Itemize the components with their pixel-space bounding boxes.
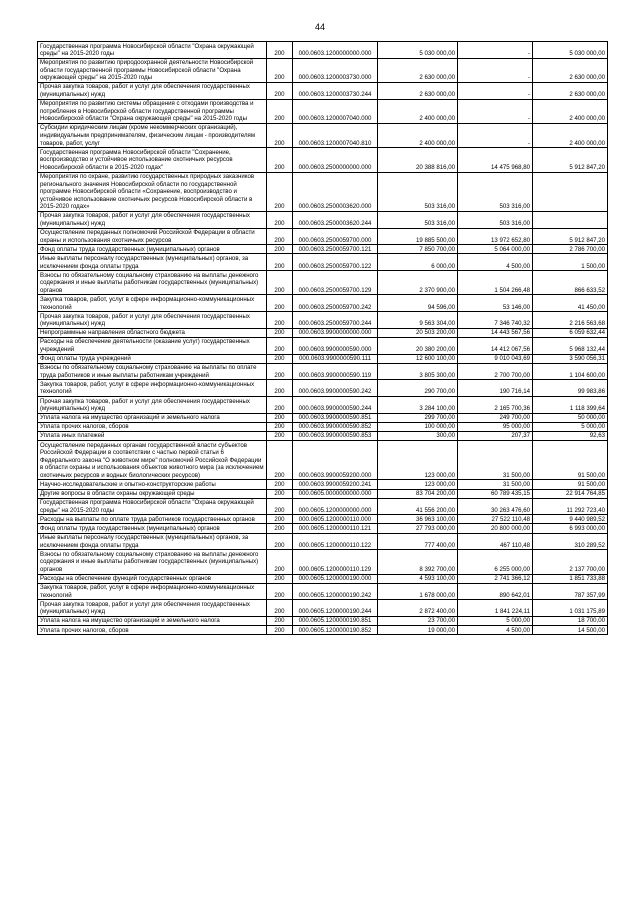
executed-amount-cell: 27 522 110,48 (458, 515, 533, 524)
table-row (38, 397, 608, 414)
unexecuted-amount-cell: 5 968 132,44 (533, 337, 608, 354)
line-code-cell: 200 (267, 616, 293, 625)
unexecuted-amount-cell: 5 000,00 (533, 422, 608, 431)
table-row (38, 626, 608, 635)
line-code-cell: 200 (267, 58, 293, 82)
line-code-cell: 200 (267, 431, 293, 440)
budget-classification-cell: 000.0605.1200000110.121 (293, 524, 378, 533)
executed-amount-cell: 4 500,00 (458, 626, 533, 635)
executed-amount-cell: 6 255 000,00 (458, 550, 533, 574)
approved-amount-cell: 2 630 000,00 (378, 58, 458, 82)
executed-amount-cell: 5 000,00 (458, 616, 533, 625)
budget-classification-cell: 000.0605.1200000110.000 (293, 515, 378, 524)
executed-amount-cell: 53 146,00 (458, 295, 533, 312)
line-code-cell: 200 (267, 42, 293, 59)
table-row (38, 82, 608, 99)
unexecuted-amount-cell (533, 211, 608, 228)
approved-amount-cell: 1 678 000,00 (378, 583, 458, 600)
table-row (38, 363, 608, 380)
line-code-cell: 200 (267, 82, 293, 99)
line-code-cell: 200 (267, 498, 293, 515)
unexecuted-amount-cell: 91 500,00 (533, 441, 608, 480)
expense-name-cell: Закупка товаров, работ, услуг в сфере информационно-коммуникационных технологий (38, 583, 267, 600)
unexecuted-amount-cell: 22 914 764,85 (533, 489, 608, 498)
budget-classification-cell: 000.0603.2500003620.244 (293, 211, 378, 228)
approved-amount-cell: 36 963 100,00 (378, 515, 458, 524)
expense-name-cell: Закупка товаров, работ, услуг в сфере информационно-коммуникационных технологий (38, 380, 267, 397)
unexecuted-amount-cell: 14 500,00 (533, 626, 608, 635)
unexecuted-amount-cell: 310 289,52 (533, 533, 608, 550)
executed-amount-cell: 14 443 567,56 (458, 328, 533, 337)
budget-classification-cell: 000.0605.1200000190.000 (293, 574, 378, 583)
approved-amount-cell: 3 805 300,00 (378, 363, 458, 380)
line-code-cell: 200 (267, 413, 293, 422)
executed-amount-cell: 503 316,00 (458, 211, 533, 228)
budget-classification-cell: 000.0603.9900000590.852 (293, 422, 378, 431)
budget-classification-cell: 000.0605.1200000110.122 (293, 533, 378, 550)
budget-classification-cell: 000.0603.2500059700.121 (293, 245, 378, 254)
line-code-cell: 200 (267, 626, 293, 635)
table-row (38, 42, 608, 59)
approved-amount-cell: 2 400 000,00 (378, 99, 458, 123)
table-row (38, 431, 608, 440)
line-code-cell: 200 (267, 328, 293, 337)
unexecuted-amount-cell: 2 400 000,00 (533, 99, 608, 123)
executed-amount-cell: 5 064 000,00 (458, 245, 533, 254)
executed-amount-cell: 14 412 067,56 (458, 337, 533, 354)
executed-amount-cell: - (458, 99, 533, 123)
budget-classification-cell: 000.0603.2500003620.000 (293, 172, 378, 211)
budget-classification-cell: 000.0603.1200003730.000 (293, 58, 378, 82)
line-code-cell: 200 (267, 600, 293, 617)
budget-classification-cell: 000.0603.2500059700.242 (293, 295, 378, 312)
table-row (38, 172, 608, 211)
expense-name-cell: Мероприятия по развитию системы обращения с отходами производства и потребления в Новосибирской области государственной программы Новосибирской области "Охрана окружающей среды" на 2015-2020 годы (38, 99, 267, 123)
table-row (38, 58, 608, 82)
line-code-cell: 200 (267, 295, 293, 312)
executed-amount-cell: 13 972 652,80 (458, 228, 533, 245)
approved-amount-cell: 123 000,00 (378, 480, 458, 489)
approved-amount-cell: 8 392 700,00 (378, 550, 458, 574)
expense-name-cell: Мероприятия по развитию природоохранной деятельности Новосибирской области государственной программы Новосибирской области "Охрана окружающей среды" на 2015-2020 годы (38, 58, 267, 82)
table-row (38, 123, 608, 147)
unexecuted-amount-cell: 6 993 000,00 (533, 524, 608, 533)
executed-amount-cell: 60 789 435,15 (458, 489, 533, 498)
line-code-cell: 200 (267, 123, 293, 147)
budget-classification-cell: 000.0603.9900000590.119 (293, 363, 378, 380)
budget-classification-cell: 000.0603.2500000000.000 (293, 148, 378, 172)
table-row (38, 422, 608, 431)
table-row (38, 441, 608, 480)
executed-amount-cell: 31 500,00 (458, 441, 533, 480)
expense-name-cell: Расходы на обеспечение деятельности (оказание услуг) государственных учреждений (38, 337, 267, 354)
unexecuted-amount-cell: 2 216 563,68 (533, 312, 608, 329)
approved-amount-cell: 6 000,00 (378, 254, 458, 271)
budget-classification-cell: 000.0605.1200000190.851 (293, 616, 378, 625)
expense-name-cell: Научно-исследовательские и опытно-конструкторские работы (38, 480, 267, 489)
expense-name-cell: Закупка товаров, работ, услуг в сфере информационно-коммуникационных технологий (38, 295, 267, 312)
approved-amount-cell: 3 284 100,00 (378, 397, 458, 414)
executed-amount-cell: 1 504 266,48 (458, 271, 533, 295)
unexecuted-amount-cell: 1 104 600,00 (533, 363, 608, 380)
approved-amount-cell: 123 000,00 (378, 441, 458, 480)
approved-amount-cell: 83 704 200,00 (378, 489, 458, 498)
expense-name-cell: Уплата прочих налогов, сборов (38, 626, 267, 635)
line-code-cell: 200 (267, 211, 293, 228)
expense-name-cell: Осуществление переданных органам государственной власти субъектов Российской Федерации в соответствии с частью первой статьи 6 Федерального закона "О животном мире" полномочий Российской Федерации в области охраны и использования объектов животного мира (за исключением охотничьих ресурсов и водных биологических ресурсов) (38, 441, 267, 480)
table-row (38, 524, 608, 533)
expense-name-cell: Государственная программа Новосибирской области "Сохранение, воспроизводство и устойчивое использование охотничьих ресурсов Новосибирской области в 2015-2020 годах" (38, 148, 267, 172)
approved-amount-cell: 12 600 100,00 (378, 354, 458, 363)
expense-name-cell: Прочая закупка товаров, работ и услуг для обеспечения государственных (муниципальных) нужд (38, 600, 267, 617)
budget-classification-cell: 000.0605.1200000110.129 (293, 550, 378, 574)
approved-amount-cell: 23 700,00 (378, 616, 458, 625)
expense-name-cell: Расходы на обеспечение функций государственных органов (38, 574, 267, 583)
unexecuted-amount-cell (533, 172, 608, 211)
line-code-cell: 200 (267, 515, 293, 524)
unexecuted-amount-cell: 787 357,99 (533, 583, 608, 600)
unexecuted-amount-cell: 1 851 733,88 (533, 574, 608, 583)
executed-amount-cell: 95 000,00 (458, 422, 533, 431)
unexecuted-amount-cell: 2 786 700,00 (533, 245, 608, 254)
budget-classification-cell: 000.0605.1200000190.242 (293, 583, 378, 600)
expense-name-cell: Уплата иных платежей (38, 431, 267, 440)
budget-classification-cell: 000.0605.1200000190.852 (293, 626, 378, 635)
table-row (38, 574, 608, 583)
unexecuted-amount-cell: 91 500,00 (533, 480, 608, 489)
executed-amount-cell: 503 316,00 (458, 172, 533, 211)
line-code-cell: 200 (267, 245, 293, 254)
approved-amount-cell: 2 630 000,00 (378, 82, 458, 99)
approved-amount-cell: 19 000,00 (378, 626, 458, 635)
line-code-cell: 200 (267, 271, 293, 295)
unexecuted-amount-cell: 2 137 700,00 (533, 550, 608, 574)
table-row (38, 480, 608, 489)
budget-classification-cell: 000.0603.9900000590.111 (293, 354, 378, 363)
approved-amount-cell: 290 700,00 (378, 380, 458, 397)
approved-amount-cell: 5 030 000,00 (378, 42, 458, 59)
line-code-cell: 200 (267, 363, 293, 380)
budget-table-body (38, 42, 608, 635)
page-number: 44 (314, 22, 325, 32)
executed-amount-cell: 4 500,00 (458, 254, 533, 271)
budget-classification-cell: 000.0603.9900000590.851 (293, 413, 378, 422)
budget-classification-cell: 000.0603.9900000590.244 (293, 397, 378, 414)
budget-classification-cell: 000.0603.1200000000.000 (293, 42, 378, 59)
unexecuted-amount-cell: 2 630 000,00 (533, 58, 608, 82)
budget-classification-cell: 000.0603.2500059700.244 (293, 312, 378, 329)
expense-name-cell: Фонд оплаты труда государственных (муниципальных) органов (38, 524, 267, 533)
approved-amount-cell: 2 872 400,00 (378, 600, 458, 617)
executed-amount-cell: 2 700 700,00 (458, 363, 533, 380)
approved-amount-cell: 27 793 000,00 (378, 524, 458, 533)
executed-amount-cell: 207,37 (458, 431, 533, 440)
unexecuted-amount-cell: 5 030 000,00 (533, 42, 608, 59)
expense-name-cell: Государственная программа Новосибирской области "Охрана окружающей среды" на 2015-2020 годы (38, 42, 267, 59)
budget-classification-cell: 000.0603.2500059700.000 (293, 228, 378, 245)
approved-amount-cell: 7 850 700,00 (378, 245, 458, 254)
line-code-cell: 200 (267, 489, 293, 498)
table-row (38, 245, 608, 254)
line-code-cell: 200 (267, 397, 293, 414)
approved-amount-cell: 20 503 200,00 (378, 328, 458, 337)
line-code-cell: 200 (267, 312, 293, 329)
expense-name-cell: Осуществление переданных полномочий Российской Федерации в области охраны и использования охотничьих ресурсов (38, 228, 267, 245)
executed-amount-cell: 20 800 000,00 (458, 524, 533, 533)
approved-amount-cell: 41 556 200,00 (378, 498, 458, 515)
unexecuted-amount-cell: 1 118 399,64 (533, 397, 608, 414)
expense-name-cell: Взносы по обязательному социальному страхованию на выплаты денежного содержания и иные выплаты работникам государственных (муниципальных) органов (38, 271, 267, 295)
budget-classification-cell: 000.0605.0000000000.000 (293, 489, 378, 498)
executed-amount-cell: 9 010 043,69 (458, 354, 533, 363)
line-code-cell: 200 (267, 148, 293, 172)
unexecuted-amount-cell: 50 000,00 (533, 413, 608, 422)
line-code-cell: 200 (267, 533, 293, 550)
expense-name-cell: Взносы по обязательному социальному страхованию на выплаты денежного содержания и иные выплаты работникам государственных (муниципальных) органов (38, 550, 267, 574)
table-row (38, 328, 608, 337)
approved-amount-cell: 503 316,00 (378, 172, 458, 211)
expense-name-cell: Государственная программа Новосибирской области "Охрана окружающей среды" на 2015-2020 годы (38, 498, 267, 515)
table-row (38, 489, 608, 498)
executed-amount-cell: - (458, 82, 533, 99)
expense-name-cell: Уплата налога на имущество организаций и земельного налога (38, 413, 267, 422)
executed-amount-cell: 249 700,00 (458, 413, 533, 422)
budget-classification-cell: 000.0603.9900059200.241 (293, 480, 378, 489)
budget-classification-cell: 000.0605.1200000190.244 (293, 600, 378, 617)
unexecuted-amount-cell: 92,63 (533, 431, 608, 440)
budget-classification-cell: 000.0603.2500059700.122 (293, 254, 378, 271)
unexecuted-amount-cell: 6 059 632,44 (533, 328, 608, 337)
line-code-cell: 200 (267, 172, 293, 211)
expense-name-cell: Прочая закупка товаров, работ и услуг для обеспечения государственных (муниципальных) нужд (38, 211, 267, 228)
expense-name-cell: Иные выплаты персоналу государственных (муниципальных) органов, за исключением фонда оплаты труда (38, 533, 267, 550)
unexecuted-amount-cell: 1 500,00 (533, 254, 608, 271)
unexecuted-amount-cell: 2 630 000,00 (533, 82, 608, 99)
table-row (38, 295, 608, 312)
expense-name-cell: Уплата прочих налогов, сборов (38, 422, 267, 431)
executed-amount-cell: 31 500,00 (458, 480, 533, 489)
budget-classification-cell: 000.0603.1200007040.000 (293, 99, 378, 123)
approved-amount-cell: 503 316,00 (378, 211, 458, 228)
budget-classification-cell: 000.0603.9900000590.853 (293, 431, 378, 440)
expense-name-cell: Прочая закупка товаров, работ и услуг для обеспечения государственных (муниципальных) нужд (38, 82, 267, 99)
executed-amount-cell: 2 165 700,36 (458, 397, 533, 414)
approved-amount-cell: 4 593 100,00 (378, 574, 458, 583)
executed-amount-cell: 30 263 476,60 (458, 498, 533, 515)
expense-name-cell: Субсидии юридическим лицам (кроме некоммерческих организаций), индивидуальным предпринимателям, физическим лицам - производителям товаров, работ, услуг (38, 123, 267, 147)
table-row (38, 148, 608, 172)
table-row (38, 99, 608, 123)
expense-name-cell: Непрограммные направления областного бюджета (38, 328, 267, 337)
unexecuted-amount-cell: 866 633,52 (533, 271, 608, 295)
table-row (38, 515, 608, 524)
table-row (38, 583, 608, 600)
expense-name-cell: Уплата налога на имущество организаций и земельного налога (38, 616, 267, 625)
table-row (38, 413, 608, 422)
line-code-cell: 200 (267, 574, 293, 583)
expense-name-cell: Прочая закупка товаров, работ и услуг для обеспечения государственных (муниципальных) нужд (38, 312, 267, 329)
line-code-cell: 200 (267, 380, 293, 397)
expense-name-cell: Другие вопросы в области охраны окружающей среды (38, 489, 267, 498)
unexecuted-amount-cell: 5 912 847,20 (533, 228, 608, 245)
line-code-cell: 200 (267, 422, 293, 431)
budget-table (37, 41, 608, 635)
line-code-cell: 200 (267, 550, 293, 574)
table-row (38, 211, 608, 228)
table-row (38, 312, 608, 329)
approved-amount-cell: 20 380 200,00 (378, 337, 458, 354)
budget-classification-cell: 000.0603.9900000000.000 (293, 328, 378, 337)
executed-amount-cell: 467 110,48 (458, 533, 533, 550)
expense-name-cell: Расходы на выплаты по оплате труда работников государственных органов (38, 515, 267, 524)
approved-amount-cell: 2 400 000,00 (378, 123, 458, 147)
expense-name-cell: Взносы по обязательному социальному страхованию на выплаты по оплате труда работников и иные выплаты работникам учреждений (38, 363, 267, 380)
line-code-cell: 200 (267, 480, 293, 489)
expense-name-cell: Фонд оплаты труда учреждений (38, 354, 267, 363)
line-code-cell: 200 (267, 583, 293, 600)
table-row (38, 380, 608, 397)
executed-amount-cell: 2 741 366,12 (458, 574, 533, 583)
line-code-cell: 200 (267, 337, 293, 354)
table-row (38, 354, 608, 363)
unexecuted-amount-cell: 18 700,00 (533, 616, 608, 625)
executed-amount-cell: 14 475 968,80 (458, 148, 533, 172)
unexecuted-amount-cell: 3 590 056,31 (533, 354, 608, 363)
budget-classification-cell: 000.0603.1200003730.244 (293, 82, 378, 99)
budget-classification-cell: 000.0605.1200000000.000 (293, 498, 378, 515)
unexecuted-amount-cell: 5 912 847,20 (533, 148, 608, 172)
budget-classification-cell: 000.0603.9900059200.000 (293, 441, 378, 480)
line-code-cell: 200 (267, 441, 293, 480)
budget-classification-cell: 000.0603.9900000590.000 (293, 337, 378, 354)
unexecuted-amount-cell: 1 031 175,89 (533, 600, 608, 617)
approved-amount-cell: 100 000,00 (378, 422, 458, 431)
approved-amount-cell: 299 700,00 (378, 413, 458, 422)
line-code-cell: 200 (267, 254, 293, 271)
table-row (38, 337, 608, 354)
executed-amount-cell: 890 642,01 (458, 583, 533, 600)
table-row (38, 254, 608, 271)
executed-amount-cell: - (458, 58, 533, 82)
line-code-cell: 200 (267, 524, 293, 533)
approved-amount-cell: 2 370 900,00 (378, 271, 458, 295)
table-row (38, 228, 608, 245)
approved-amount-cell: 94 596,00 (378, 295, 458, 312)
approved-amount-cell: 20 388 816,00 (378, 148, 458, 172)
unexecuted-amount-cell: 2 400 000,00 (533, 123, 608, 147)
table-row (38, 616, 608, 625)
executed-amount-cell: 1 841 224,11 (458, 600, 533, 617)
unexecuted-amount-cell: 99 983,86 (533, 380, 608, 397)
unexecuted-amount-cell: 9 440 989,52 (533, 515, 608, 524)
approved-amount-cell: 9 563 304,00 (378, 312, 458, 329)
executed-amount-cell: 190 716,14 (458, 380, 533, 397)
budget-classification-cell: 000.0603.2500059700.129 (293, 271, 378, 295)
table-row (38, 498, 608, 515)
table-row (38, 600, 608, 617)
line-code-cell: 200 (267, 99, 293, 123)
budget-classification-cell: 000.0603.1200007040.810 (293, 123, 378, 147)
expense-name-cell: Прочая закупка товаров, работ и услуг для обеспечения государственных (муниципальных) нужд (38, 397, 267, 414)
approved-amount-cell: 300,00 (378, 431, 458, 440)
line-code-cell: 200 (267, 354, 293, 363)
table-row (38, 550, 608, 574)
table-row (38, 271, 608, 295)
budget-classification-cell: 000.0603.9900000590.242 (293, 380, 378, 397)
approved-amount-cell: 19 885 500,00 (378, 228, 458, 245)
line-code-cell: 200 (267, 228, 293, 245)
expense-name-cell: Иные выплаты персоналу государственных (муниципальных) органов, за исключением фонда оплаты труда (38, 254, 267, 271)
executed-amount-cell: - (458, 42, 533, 59)
approved-amount-cell: 777 400,00 (378, 533, 458, 550)
unexecuted-amount-cell: 11 292 723,40 (533, 498, 608, 515)
expense-name-cell: Мероприятия по охране, развитию государственных природных заказников регионального значения Новосибирской области по государственной программе Новосибирской области «Сохранение, воспроизводство и устойчивое использование охотничьих ресурсов Новосибирской области в 2015-2020 годах» (38, 172, 267, 211)
executed-amount-cell: - (458, 123, 533, 147)
unexecuted-amount-cell: 41 450,00 (533, 295, 608, 312)
expense-name-cell: Фонд оплаты труда государственных (муниципальных) органов (38, 245, 267, 254)
executed-amount-cell: 7 346 740,32 (458, 312, 533, 329)
table-row (38, 533, 608, 550)
